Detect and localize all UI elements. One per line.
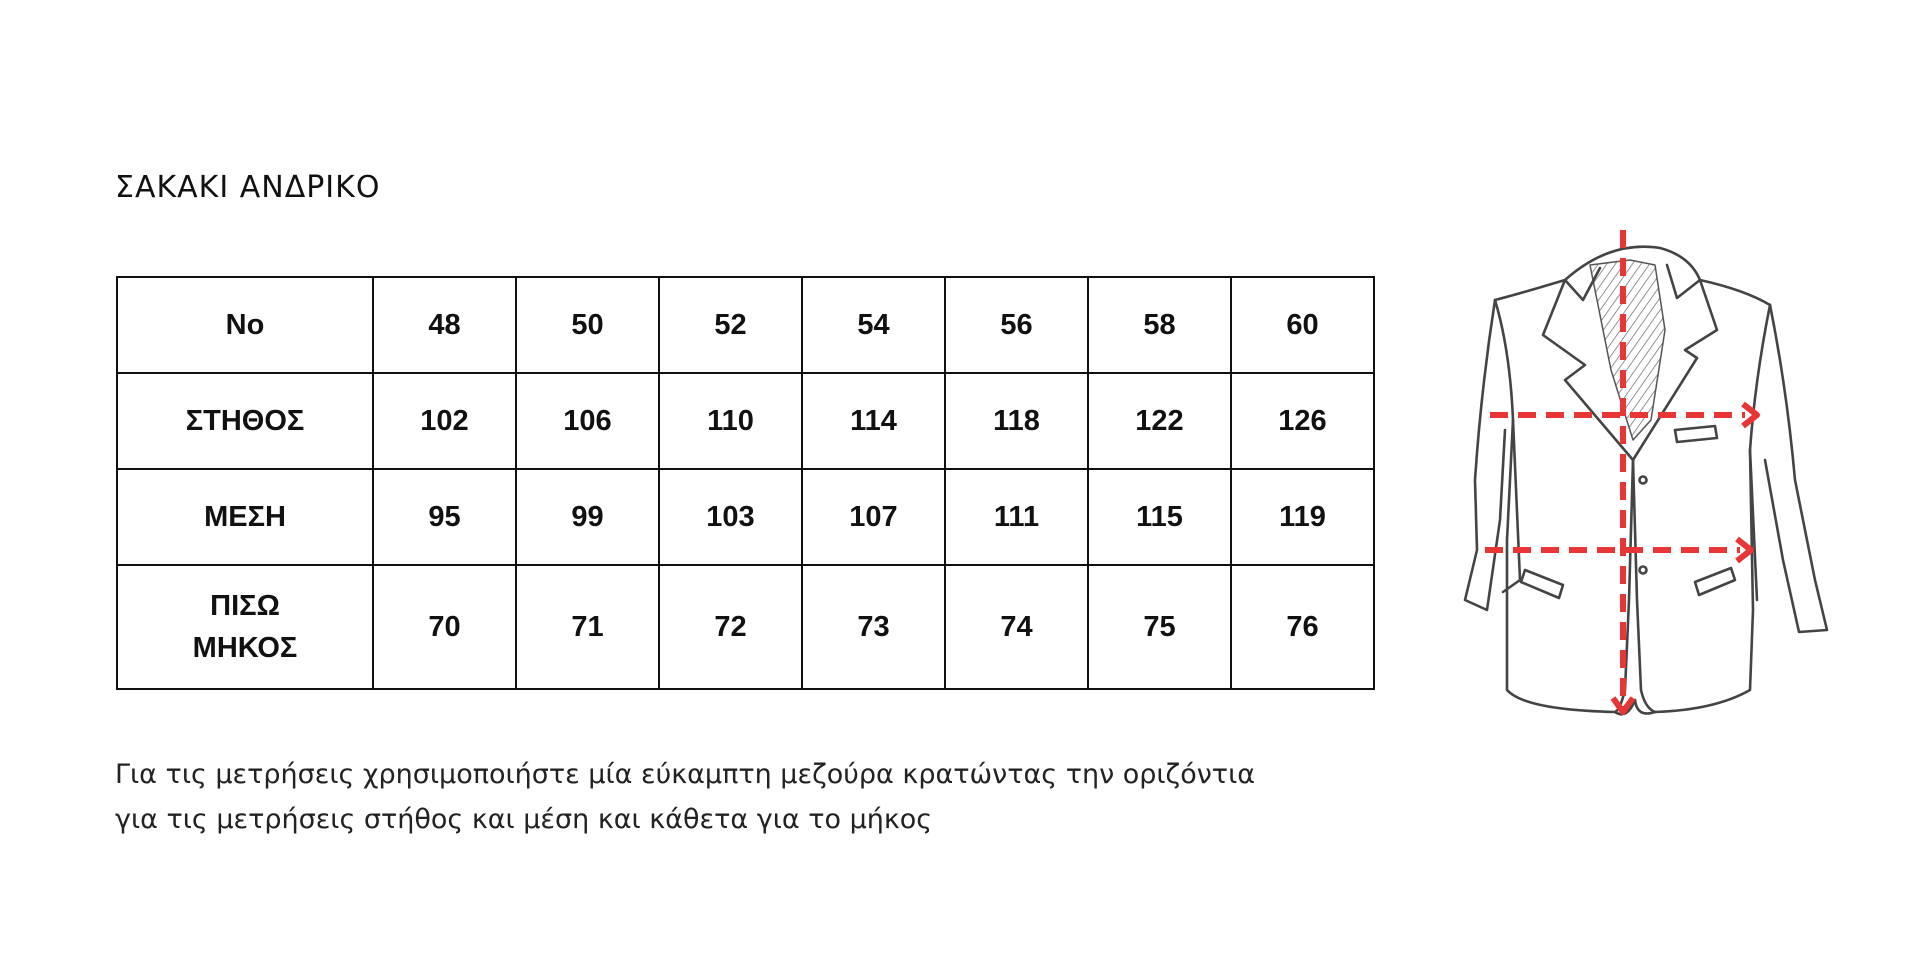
table-cell: 126 [1231,373,1374,469]
table-cell: 118 [945,373,1088,469]
table-cell: 106 [516,373,659,469]
table-row-back-length [117,565,1374,689]
table-row-waist [117,469,1374,565]
table-cell: 122 [1088,373,1231,469]
header-size-cell: 56 [945,277,1088,373]
table-cell: 115 [1088,469,1231,565]
row-label-line: ΠΙΣΩ [210,589,280,622]
note-line: για τις μετρήσεις στήθος και μέση και κάθετα για το μήκος [115,804,933,835]
table-row-chest [117,373,1374,469]
table-cell: 95 [373,469,516,565]
table-cell: 103 [659,469,802,565]
table-cell: 110 [659,373,802,469]
table-cell: 74 [945,565,1088,689]
header-size-cell: 58 [1088,277,1231,373]
table-cell: 111 [945,469,1088,565]
table-cell: 107 [802,469,945,565]
page-title: ΣΑΚΑΚΙ ΑΝΔΡΙΚΟ [115,170,381,205]
table-cell: 70 [373,565,516,689]
row-label-line: ΜΗΚΟΣ [192,632,298,664]
table-cell: 102 [373,373,516,469]
measurement-note [115,752,1315,842]
note-line: Για τις μετρήσεις χρησιμοποιήστε μία εύκαμπτη μεζούρα κρατώντας την οριζόντια [115,759,1255,790]
header-label-cell: No [117,277,373,373]
header-size-cell: 48 [373,277,516,373]
header-size-cell: 52 [659,277,802,373]
size-chart-table [116,276,1375,690]
measurement-arrows [1485,230,1757,712]
row-label-cell: ΜΕΣΗ [117,469,373,565]
table-cell: 76 [1231,565,1374,689]
table-cell: 75 [1088,565,1231,689]
table-cell: 73 [802,565,945,689]
row-label-cell: ΣΤΗΘΟΣ [117,373,373,469]
table-cell: 119 [1231,469,1374,565]
jacket-outline [1465,247,1827,715]
table-cell: 114 [802,373,945,469]
table-cell: 71 [516,565,659,689]
row-label-cell [117,565,373,689]
table-cell: 99 [516,469,659,565]
header-size-cell: 50 [516,277,659,373]
header-size-cell: 54 [802,277,945,373]
header-size-cell: 60 [1231,277,1374,373]
table-cell: 72 [659,565,802,689]
jacket-measurement-icon [1415,220,1835,740]
table-header-row [117,277,1374,373]
